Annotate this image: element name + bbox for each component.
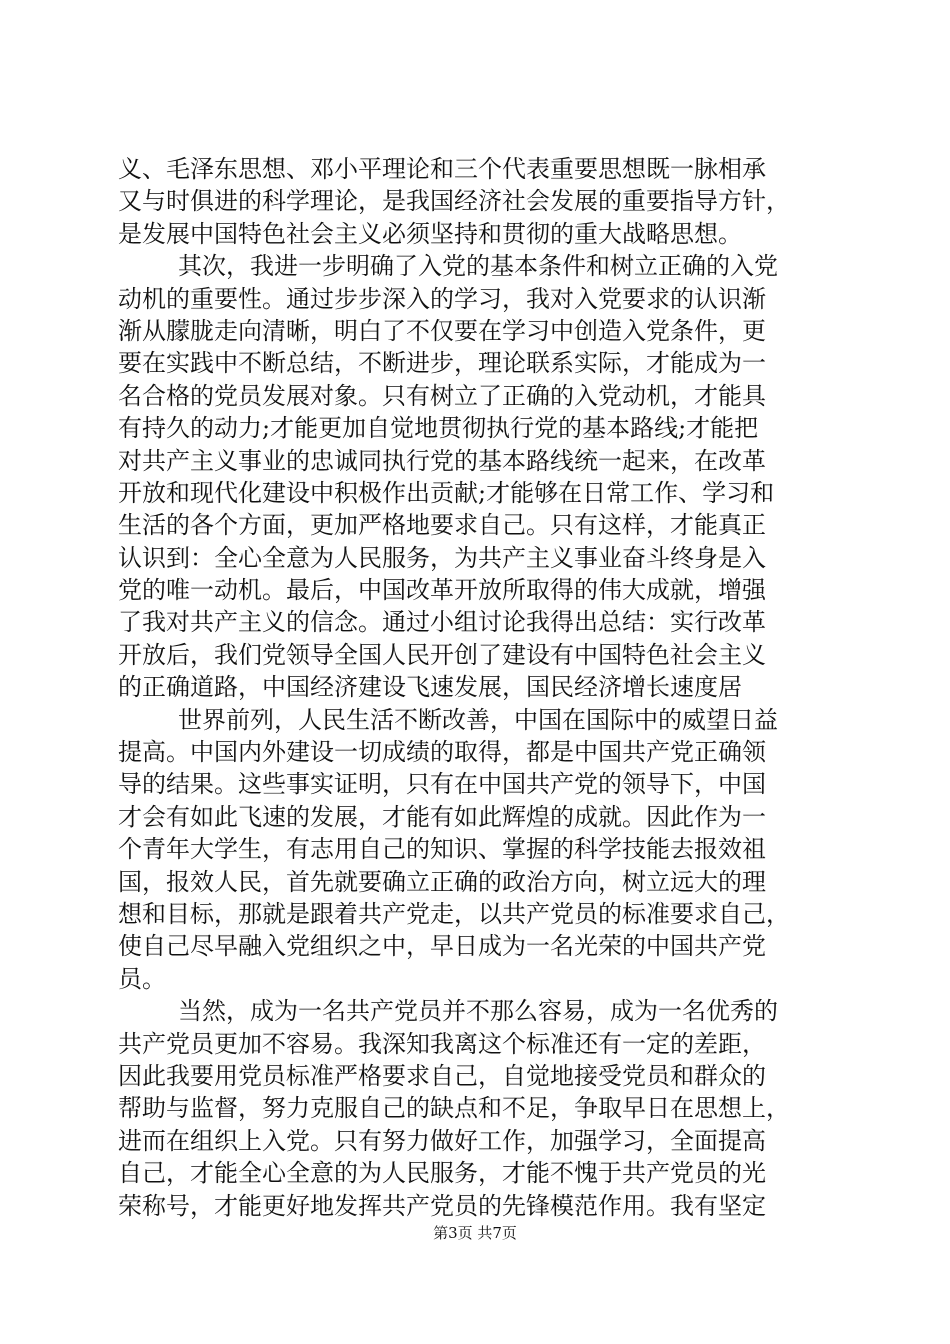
text-line: 动机的重要性。通过步步深入的学习，我对入党要求的认识渐 [118,284,766,313]
paragraph-start-line: 当然，成为一名共产党员并不那么容易，成为一名优秀的 [178,997,778,1026]
text-line: 进而在组织上入党。只有努力做好工作，加强学习，全面提高 [118,1126,766,1155]
text-line: 有持久的动力;才能更加自觉地贯彻执行党的基本路线;才能把 [118,414,759,443]
document-body [118,153,834,1222]
text-line: 党的唯一动机。最后，中国改革开放所取得的伟大成就，增强 [118,576,766,605]
text-line: 使自己尽早融入党组织之中，早日成为一名光荣的中国共产党 [118,932,766,961]
text-line: 导的结果。这些事实证明，只有在中国共产党的领导下，中国 [118,770,766,799]
text-line: 又与时俱进的科学理论，是我国经济社会发展的重要指导方针， [118,187,790,216]
text-line: 认识到：全心全意为人民服务，为共产主义事业奋斗终身是入 [118,543,766,572]
text-line: 员。 [118,964,166,993]
text-line: 渐从朦胧走向清晰，明白了不仅要在学习中创造入党条件，更 [118,316,766,345]
text-line: 自己，才能全心全意的为人民服务，才能不愧于共产党员的光 [118,1159,766,1188]
text-line: 义、毛泽东思想、邓小平理论和三个代表重要思想既一脉相承 [118,155,766,183]
text-line: 个青年大学生，有志用自己的知识、掌握的科学技能去报效祖 [118,835,766,864]
text-line: 是发展中国特色社会主义必须坚持和贯彻的重大战略思想。 [118,219,742,248]
text-line: 名合格的党员发展对象。只有树立了正确的入党动机，才能具 [118,381,766,410]
text-line: 帮助与监督，努力克服自己的缺点和不足，争取早日在思想上， [118,1094,790,1123]
page-number-footer: 第3页 共7页 [433,1224,517,1242]
text-line: 对共产主义事业的忠诚同执行党的基本路线统一起来，在改革 [118,446,766,475]
text-line: 共产党员更加不容易。我深知我离这个标准还有一定的差距， [118,1029,766,1058]
text-line: 生活的各个方面，更加严格地要求自己。只有这样，才能真正 [118,511,766,540]
text-line: 要在实践中不断总结，不断进步，理论联系实际，才能成为一 [118,349,766,378]
text-line: 荣称号，才能更好地发挥共产党员的先锋模范作用。我有坚定 [118,1191,766,1220]
text-line: 开放和现代化建设中积极作出贡献;才能够在日常工作、学习和 [118,478,775,507]
text-line: 因此我要用党员标准严格要求自己，自觉地接受党员和群众的 [118,1061,766,1090]
text-line: 才会有如此飞速的发展，才能有如此辉煌的成就。因此作为一 [118,802,766,831]
text-line: 提高。中国内外建设一切成绩的取得，都是中国共产党正确领 [118,738,766,767]
paragraph-start-line: 其次，我进一步明确了入党的基本条件和树立正确的入党 [178,252,778,281]
text-line: 开放后，我们党领导全国人民开创了建设有中国特色社会主义 [118,640,766,669]
paragraph-start-line: 世界前列，人民生活不断改善，中国在国际中的威望日益 [178,705,778,734]
text-line: 想和目标，那就是跟着共产党走，以共产党员的标准要求自己， [118,899,790,928]
text-line: 的正确道路，中国经济建设飞速发展，国民经济增长速度居 [118,673,742,702]
text-line: 了我对共产主义的信念。通过小组讨论我得出总结：实行改革 [118,608,766,637]
text-line: 国，报效人民，首先就要确立正确的政治方向，树立远大的理 [118,867,766,896]
